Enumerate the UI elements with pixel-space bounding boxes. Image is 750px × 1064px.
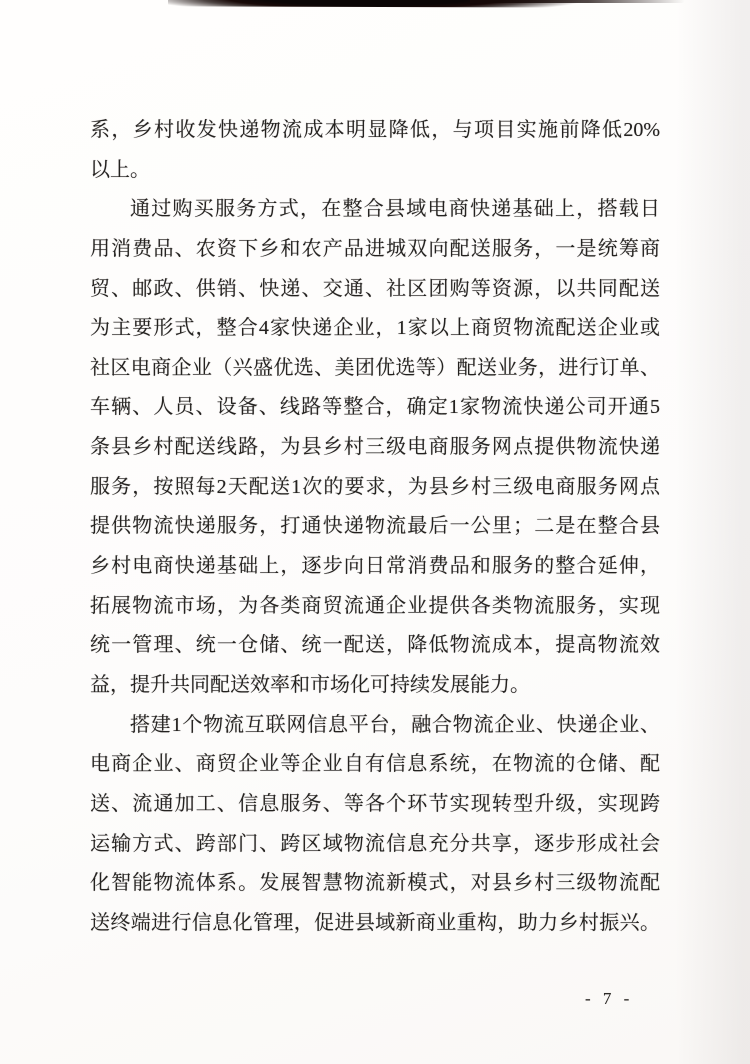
text-line: 乡村电商快递基础上，逐步向日常消费品和服务的整合延伸， — [90, 555, 660, 578]
text-line: 社区电商企业（兴盛优选、美团优选等）配送业务，进行订单、 — [90, 356, 660, 379]
text-line: 统一管理、统一仓储、统一配送，降低物流成本，提高物流效 — [90, 634, 660, 657]
page-number: - 7 - — [585, 989, 634, 1008]
text-line: 贸、邮政、供销、快递、交通、社区团购等资源，以共同配送 — [90, 277, 660, 300]
text-line: 条县乡村配送线路，为县乡村三级电商服务网点提供物流快递 — [90, 436, 660, 459]
text-line: 通过购买服务方式，在整合县域电商快递基础上，搭载日 — [130, 198, 660, 221]
text-line: 为主要形式，整合4家快递企业，1家以上商贸物流配送企业或 — [90, 317, 660, 340]
text-line: 拓展物流市场，为各类商贸流通企业提供各类物流服务，实现 — [90, 594, 660, 617]
text-line: 化智能物流体系。发展智慧物流新模式，对县乡村三级物流配 — [90, 872, 660, 895]
text-line: 以上。 — [90, 158, 150, 181]
text-line: 用消费品、农资下乡和农产品进城双向配送服务，一是统筹商 — [90, 237, 660, 260]
document-body-text — [90, 111, 660, 943]
text-line: 送、流通加工、信息服务、等各个环节实现转型升级，实现跨 — [90, 792, 660, 815]
text-line: 运输方式、跨部门、跨区域物流信息充分共享，逐步形成社会 — [90, 832, 660, 855]
text-line: 服务，按照每2天配送1次的要求，为县乡村三级电商服务网点 — [90, 475, 660, 498]
text-line: 搭建1个物流互联网信息平台，融合物流企业、快递企业、 — [130, 713, 660, 736]
text-line: 提供物流快递服务，打通快递物流最后一公里；二是在整合县 — [90, 515, 660, 538]
text-line: 送终端进行信息化管理，促进县域新商业重构，助力乡村振兴。 — [90, 911, 660, 934]
scan-edge-artifact-tail — [470, 0, 685, 3]
text-line: 系，乡村收发快递物流成本明显降低，与项目实施前降低20% — [90, 119, 660, 141]
text-line: 电商企业、商贸企业等企业自有信息系统，在物流的仓储、配 — [90, 753, 660, 776]
text-line: 益，提升共同配送效率和市场化可持续发展能力。 — [90, 673, 530, 696]
text-line: 车辆、人员、设备、线路等整合，确定1家物流快递公司开通5 — [90, 396, 660, 419]
